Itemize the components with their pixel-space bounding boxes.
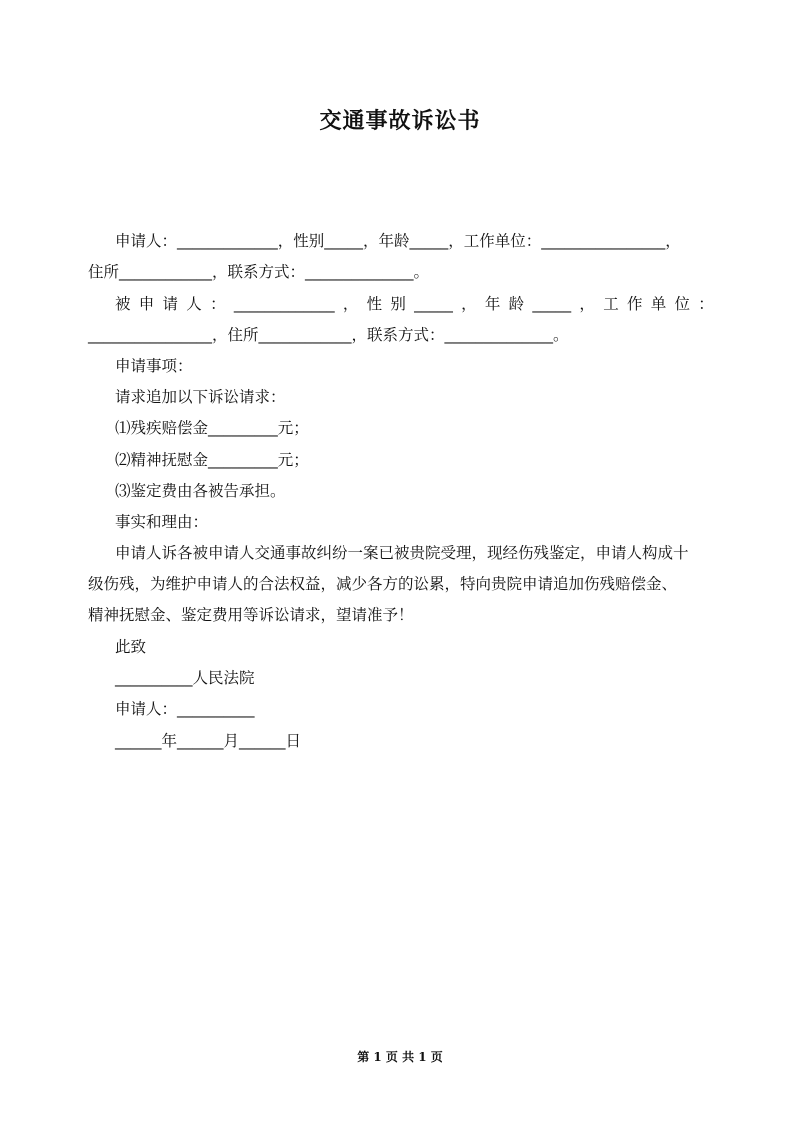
respondent-char: 作 <box>626 295 643 313</box>
claim-item-1: ⑴残疾赔偿金_________元； <box>115 419 309 437</box>
date-line: ______年______月______日 <box>115 732 302 750</box>
facts-line-3: 精神抚慰金、鉴定费用等诉讼请求，望请准予！ <box>88 606 414 624</box>
facts-line-1: 申请人诉各被申请人交通事故纠纷一案已被贵院受理，现经伤残鉴定，申请人构成十 <box>115 544 689 562</box>
claim-item-2: ⑵精神抚慰金_________元； <box>115 451 309 469</box>
respondent-char: ： <box>210 295 226 313</box>
respondent-char: 被 <box>115 295 131 313</box>
respondent-line-2: ________________，住所____________，联系方式：______________。 <box>88 326 569 344</box>
respondent-char: 请 <box>162 295 179 313</box>
facts-line-2: 级伤残，为维护申请人的合法权益，减少各方的讼累，特向贵院申请追加伤残赔偿金、 <box>88 575 678 593</box>
document-title: 交通事故诉讼书 <box>319 109 481 134</box>
respondent-char: 申 <box>138 295 155 313</box>
respondent-char: 单 <box>650 295 667 313</box>
respondent-blank: _____ <box>414 295 453 313</box>
claims-heading: 申请事项： <box>115 357 193 375</box>
facts-heading: 事实和理由： <box>115 513 209 531</box>
respondent-char: ： <box>698 295 714 313</box>
respondent-line-1 <box>88 294 714 314</box>
applicant-signature: 申请人：__________ <box>115 700 255 718</box>
respondent-char: 工 <box>603 295 619 313</box>
respondent-char: ， <box>579 295 595 313</box>
respondent-char: 位 <box>674 295 690 313</box>
claims-intro: 请求追加以下诉讼请求： <box>115 388 286 406</box>
respondent-blank: _____________ <box>233 295 335 313</box>
applicant-line-2: 住所____________，联系方式：______________。 <box>88 263 430 281</box>
page-indicator: 第 1 页 共 1 页 <box>357 1050 443 1064</box>
respondent-blank: _____ <box>532 295 572 313</box>
respondent-char: ， <box>461 295 477 313</box>
respondent-char: ， <box>342 295 359 313</box>
respondent-char: 龄 <box>508 295 525 313</box>
respondent-char: 人 <box>186 295 202 313</box>
claim-item-3: ⑶鉴定费由各被告承担。 <box>115 482 286 500</box>
respondent-char: 别 <box>390 295 406 313</box>
respondent-char: 年 <box>484 295 501 313</box>
closing-salutation: 此致 <box>115 638 147 656</box>
applicant-line-1: 申请人：_____________，性别_____，年龄_____，工作单位：________________， <box>115 232 681 250</box>
respondent-char: 性 <box>366 295 383 313</box>
court-name: __________人民法院 <box>115 669 255 687</box>
